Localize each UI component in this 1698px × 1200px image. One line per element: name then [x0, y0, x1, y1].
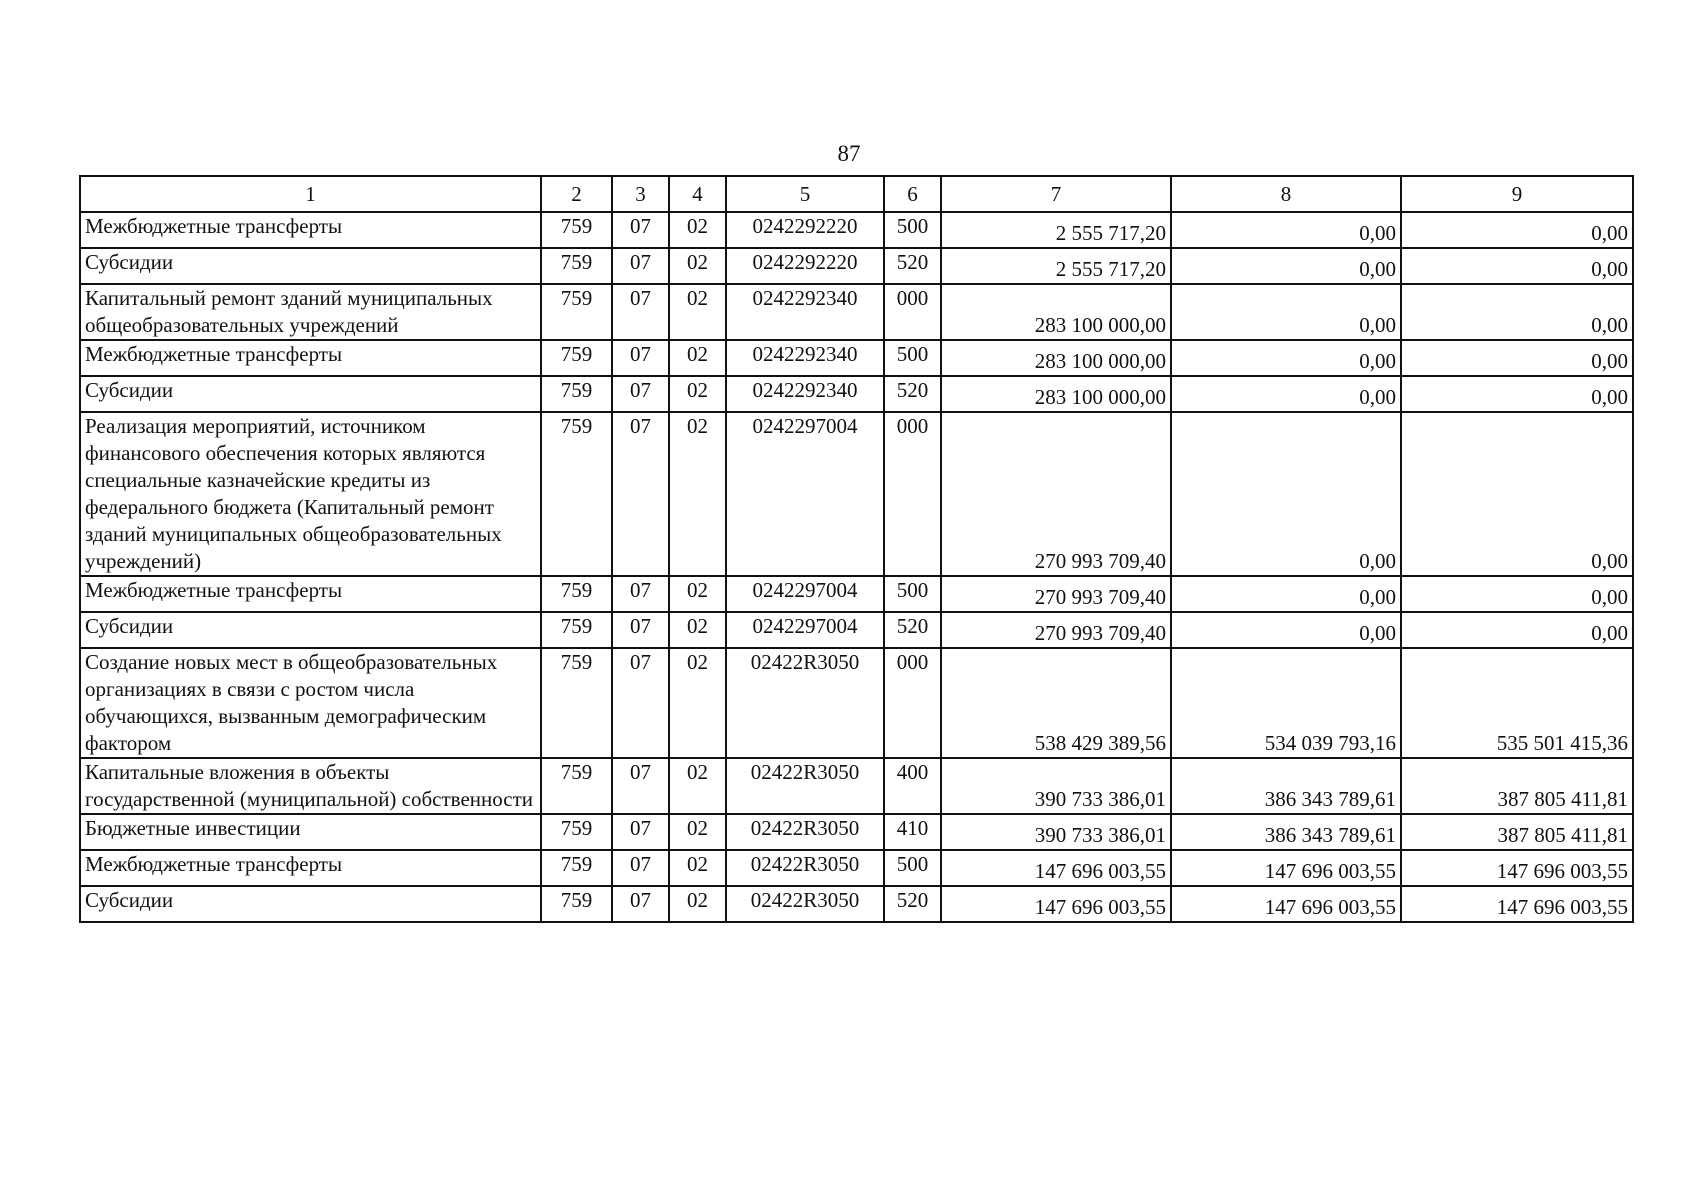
section-code-cell: 07 [612, 850, 669, 886]
grbs-code-cell: 759 [541, 212, 612, 248]
expense-type-cell: 500 [884, 850, 941, 886]
amount-cell: 387 805 411,81 [1401, 814, 1633, 850]
subsection-code-cell: 02 [669, 648, 726, 758]
grbs-code-cell: 759 [541, 376, 612, 412]
amount-cell: 0,00 [1171, 376, 1401, 412]
expense-type-cell: 410 [884, 814, 941, 850]
subsection-code-cell: 02 [669, 284, 726, 340]
target-article-cell: 0242297004 [726, 612, 884, 648]
section-code-cell: 07 [612, 648, 669, 758]
table-row [80, 284, 1633, 340]
section-code-cell: 07 [612, 758, 669, 814]
table-row [80, 340, 1633, 376]
amount-cell: 283 100 000,00 [941, 284, 1171, 340]
table-row [80, 648, 1633, 758]
table-row [80, 248, 1633, 284]
row-name-cell: Реализация мероприятий, источником финансового обеспечения которых являются специальные казначейские кредиты из федерального бюджета (Капитальный ремонт зданий муниципальных общеобразовательных учреждений) [80, 412, 541, 576]
target-article-cell: 0242292220 [726, 248, 884, 284]
column-number-row [80, 176, 1633, 212]
amount-cell: 0,00 [1401, 340, 1633, 376]
table-row [80, 612, 1633, 648]
column-header: 7 [941, 176, 1171, 212]
amount-cell: 270 993 709,40 [941, 612, 1171, 648]
amount-cell: 270 993 709,40 [941, 412, 1171, 576]
amount-cell: 147 696 003,55 [1171, 850, 1401, 886]
amount-cell: 538 429 389,56 [941, 648, 1171, 758]
amount-cell: 534 039 793,16 [1171, 648, 1401, 758]
grbs-code-cell: 759 [541, 886, 612, 922]
subsection-code-cell: 02 [669, 376, 726, 412]
table-row [80, 850, 1633, 886]
table-row [80, 376, 1633, 412]
grbs-code-cell: 759 [541, 648, 612, 758]
section-code-cell: 07 [612, 886, 669, 922]
amount-cell: 0,00 [1171, 576, 1401, 612]
target-article-cell: 0242297004 [726, 412, 884, 576]
amount-cell: 0,00 [1401, 576, 1633, 612]
column-header: 1 [80, 176, 541, 212]
table-row [80, 412, 1633, 576]
target-article-cell: 0242292340 [726, 284, 884, 340]
column-header: 2 [541, 176, 612, 212]
target-article-cell: 0242292340 [726, 340, 884, 376]
amount-cell: 0,00 [1401, 612, 1633, 648]
amount-cell: 0,00 [1171, 612, 1401, 648]
amount-cell: 283 100 000,00 [941, 340, 1171, 376]
amount-cell: 0,00 [1401, 412, 1633, 576]
subsection-code-cell: 02 [669, 886, 726, 922]
amount-cell: 390 733 386,01 [941, 758, 1171, 814]
expense-type-cell: 520 [884, 612, 941, 648]
section-code-cell: 07 [612, 576, 669, 612]
subsection-code-cell: 02 [669, 340, 726, 376]
column-header: 9 [1401, 176, 1633, 212]
expense-type-cell: 520 [884, 248, 941, 284]
row-name-cell: Субсидии [80, 248, 541, 284]
row-name-cell: Капитальные вложения в объекты государственной (муниципальной) собственности [80, 758, 541, 814]
amount-cell: 147 696 003,55 [1171, 886, 1401, 922]
column-header: 4 [669, 176, 726, 212]
page-number: 87 [837, 141, 861, 166]
column-header: 8 [1171, 176, 1401, 212]
amount-cell: 535 501 415,36 [1401, 648, 1633, 758]
target-article-cell: 02422R3050 [726, 814, 884, 850]
grbs-code-cell: 759 [541, 814, 612, 850]
target-article-cell: 0242292220 [726, 212, 884, 248]
amount-cell: 147 696 003,55 [941, 886, 1171, 922]
amount-cell: 0,00 [1171, 284, 1401, 340]
section-code-cell: 07 [612, 340, 669, 376]
amount-cell: 0,00 [1401, 212, 1633, 248]
expense-type-cell: 500 [884, 340, 941, 376]
grbs-code-cell: 759 [541, 850, 612, 886]
row-name-cell: Субсидии [80, 612, 541, 648]
row-name-cell: Субсидии [80, 376, 541, 412]
subsection-code-cell: 02 [669, 412, 726, 576]
target-article-cell: 02422R3050 [726, 758, 884, 814]
amount-cell: 0,00 [1401, 376, 1633, 412]
amount-cell: 0,00 [1171, 212, 1401, 248]
expense-type-cell: 000 [884, 412, 941, 576]
table-row [80, 886, 1633, 922]
grbs-code-cell: 759 [541, 248, 612, 284]
amount-cell: 0,00 [1171, 248, 1401, 284]
amount-cell: 2 555 717,20 [941, 248, 1171, 284]
target-article-cell: 0242292340 [726, 376, 884, 412]
subsection-code-cell: 02 [669, 758, 726, 814]
expense-type-cell: 400 [884, 758, 941, 814]
subsection-code-cell: 02 [669, 612, 726, 648]
amount-cell: 0,00 [1401, 248, 1633, 284]
grbs-code-cell: 759 [541, 758, 612, 814]
row-name-cell: Межбюджетные трансферты [80, 576, 541, 612]
amount-cell: 0,00 [1171, 412, 1401, 576]
budget-table [79, 175, 1634, 923]
column-header: 6 [884, 176, 941, 212]
row-name-cell: Межбюджетные трансферты [80, 340, 541, 376]
section-code-cell: 07 [612, 212, 669, 248]
row-name-cell: Межбюджетные трансферты [80, 850, 541, 886]
column-header: 3 [612, 176, 669, 212]
expense-type-cell: 000 [884, 284, 941, 340]
table-row [80, 212, 1633, 248]
amount-cell: 0,00 [1171, 340, 1401, 376]
amount-cell: 147 696 003,55 [1401, 886, 1633, 922]
column-header: 5 [726, 176, 884, 212]
row-name-cell: Субсидии [80, 886, 541, 922]
row-name-cell: Бюджетные инвестиции [80, 814, 541, 850]
subsection-code-cell: 02 [669, 248, 726, 284]
table-row [80, 576, 1633, 612]
amount-cell: 0,00 [1401, 284, 1633, 340]
section-code-cell: 07 [612, 284, 669, 340]
section-code-cell: 07 [612, 248, 669, 284]
target-article-cell: 0242297004 [726, 576, 884, 612]
amount-cell: 2 555 717,20 [941, 212, 1171, 248]
amount-cell: 386 343 789,61 [1171, 814, 1401, 850]
row-name-cell: Создание новых мест в общеобразовательных организациях в связи с ростом числа обучающихся, вызванным демографическим фактором [80, 648, 541, 758]
subsection-code-cell: 02 [669, 212, 726, 248]
target-article-cell: 02422R3050 [726, 850, 884, 886]
amount-cell: 387 805 411,81 [1401, 758, 1633, 814]
target-article-cell: 02422R3050 [726, 648, 884, 758]
expense-type-cell: 500 [884, 212, 941, 248]
section-code-cell: 07 [612, 814, 669, 850]
amount-cell: 147 696 003,55 [1401, 850, 1633, 886]
table-row [80, 814, 1633, 850]
table-row [80, 758, 1633, 814]
grbs-code-cell: 759 [541, 412, 612, 576]
subsection-code-cell: 02 [669, 576, 726, 612]
amount-cell: 386 343 789,61 [1171, 758, 1401, 814]
section-code-cell: 07 [612, 376, 669, 412]
section-code-cell: 07 [612, 612, 669, 648]
amount-cell: 390 733 386,01 [941, 814, 1171, 850]
row-name-cell: Межбюджетные трансферты [80, 212, 541, 248]
grbs-code-cell: 759 [541, 340, 612, 376]
expense-type-cell: 520 [884, 886, 941, 922]
amount-cell: 147 696 003,55 [941, 850, 1171, 886]
amount-cell: 283 100 000,00 [941, 376, 1171, 412]
subsection-code-cell: 02 [669, 850, 726, 886]
subsection-code-cell: 02 [669, 814, 726, 850]
amount-cell: 270 993 709,40 [941, 576, 1171, 612]
row-name-cell: Капитальный ремонт зданий муниципальных общеобразовательных учреждений [80, 284, 541, 340]
grbs-code-cell: 759 [541, 284, 612, 340]
expense-type-cell: 520 [884, 376, 941, 412]
grbs-code-cell: 759 [541, 576, 612, 612]
target-article-cell: 02422R3050 [726, 886, 884, 922]
grbs-code-cell: 759 [541, 612, 612, 648]
expense-type-cell: 500 [884, 576, 941, 612]
section-code-cell: 07 [612, 412, 669, 576]
expense-type-cell: 000 [884, 648, 941, 758]
